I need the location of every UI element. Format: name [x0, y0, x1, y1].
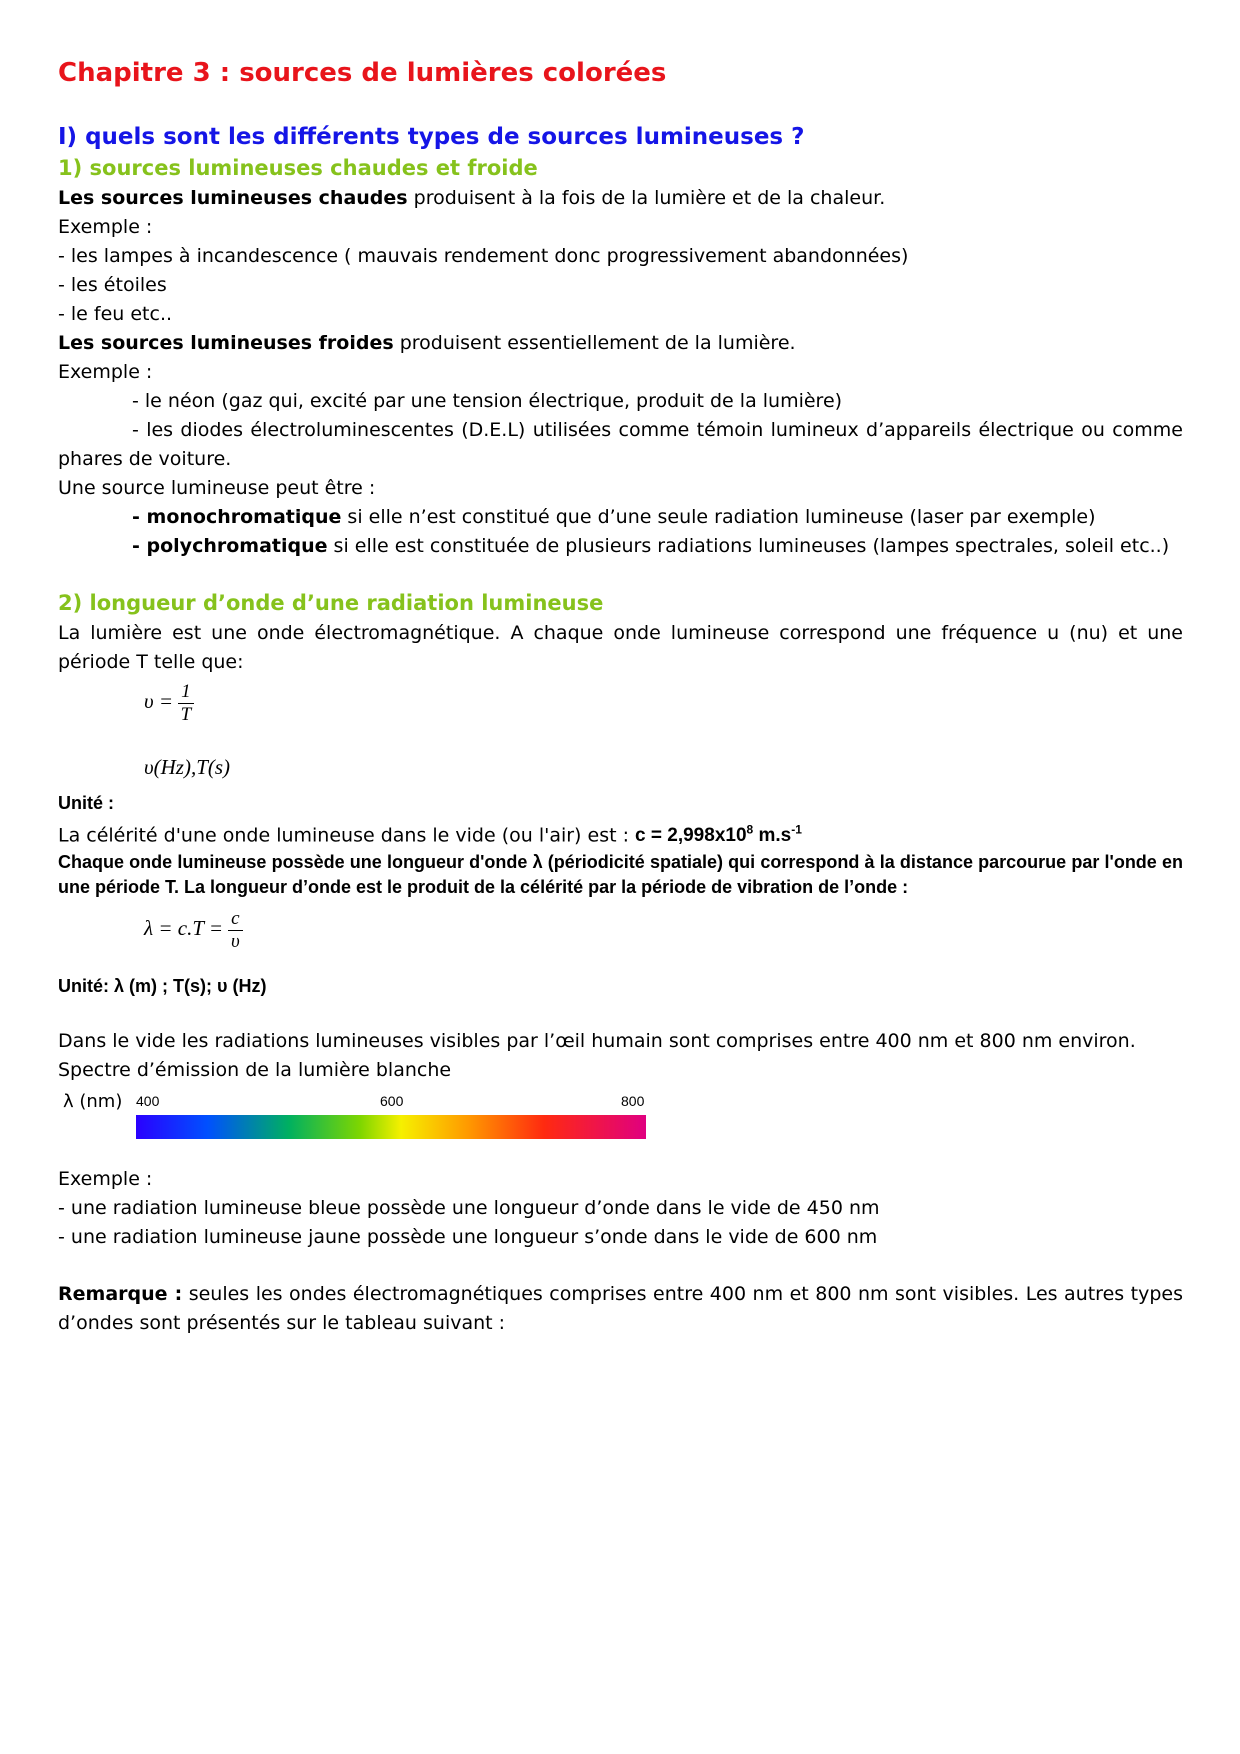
example-label: Exemple : [58, 216, 153, 238]
formula1-fraction [178, 681, 194, 726]
celerity-line [58, 816, 1183, 850]
wave-intro: La lumière est une onde électromagnétique. A chaque onde lumineuse correspond une fréquence u (nu) et une période T telle que: [58, 622, 1183, 673]
list-item: - le feu etc.. [58, 303, 173, 325]
formula2-denominator: υ [231, 931, 240, 953]
example-label: Exemple : [58, 361, 153, 383]
spectrum-tick: 600 [380, 1093, 404, 1110]
poly-term: polychromatique [146, 535, 328, 557]
subsection1-title: 1) sources lumineuses chaudes et froide [58, 156, 538, 180]
formula1-numerator: 1 [178, 681, 194, 704]
poly-dash: - [132, 535, 147, 557]
remark-text: seules les ondes électromagnétiques comprises entre 400 nm et 800 nm sont visibles. Les autres types d’ondes sont présentés sur le tableau suivant : [58, 1283, 1184, 1335]
formula2-lhs: λ = c.T = [144, 916, 224, 941]
visible-spectrum-bar [136, 1115, 646, 1139]
spectrum-tick: 800 [621, 1093, 645, 1110]
celerity-unit: m.s [753, 825, 792, 847]
formula-frequency [58, 681, 1183, 733]
poly-text: si elle est constituée de plusieurs radiations lumineuses (lampes spectrales, soleil etc..) [327, 535, 1170, 557]
section1-title: I) quels sont les différents types de sources lumineuses ? [58, 124, 805, 150]
celerity-unit-exponent: -1 [791, 823, 802, 837]
formula1-lhs: υ = [144, 689, 174, 713]
mono-dash: - [132, 506, 147, 528]
cold-sources-term: Les sources lumineuses froides [58, 332, 394, 354]
list-item: - les étoiles [58, 274, 167, 296]
remark-paragraph [58, 1280, 1183, 1338]
list-item: - une radiation lumineuse bleue possède une longueur d’onde dans le vide de 450 nm [58, 1197, 880, 1220]
celerity-exponent: 8 [746, 823, 754, 837]
subsection2-title: 2) longueur d’onde d’une radiation lumineuse [58, 591, 604, 615]
formula1-denominator: T [180, 704, 192, 725]
hot-sources-paragraph [58, 184, 1183, 213]
cold-sources-paragraph [58, 329, 1183, 358]
cold-sources-text: produisent essentiellement de la lumière. [393, 332, 796, 354]
celerity-value [635, 825, 802, 846]
mono-text: si elle n’est constitué que d’une seule radiation lumineuse (laser par exemple) [341, 506, 1096, 528]
spectrum-axis-label: λ (nm) [63, 1091, 123, 1113]
spectrum-figure [58, 1091, 1183, 1143]
list-item: - les lampes à incandescence ( mauvais rendement donc progressivement abandonnées) [58, 245, 909, 267]
unit-label: Unité : [58, 793, 114, 813]
spectrum-tick: 400 [136, 1093, 160, 1110]
mono-term: monochromatique [146, 506, 342, 528]
celerity-text: La célérité d'une onde lumineuse dans le vide (ou l'air) est : [58, 824, 636, 847]
list-item: - les diodes électroluminescentes (D.E.L) utilisées comme témoin lumineux d’appareils électrique ou comme phares de voiture. [58, 419, 1183, 470]
hot-sources-text: produisent à la fois de la lumière et de la chaleur. [407, 187, 886, 209]
formula-wavelength [58, 908, 1183, 960]
formula2-fraction [228, 908, 242, 953]
formula1-units-text: υ(Hz),T(s) [144, 755, 231, 779]
remark-label: Remarque : [58, 1283, 183, 1306]
chapter-title: Chapitre 3 : sources de lumières colorées [58, 58, 667, 88]
formula2-numerator: c [228, 908, 242, 931]
spectrum-caption: Spectre d’émission de la lumière blanche [58, 1059, 452, 1082]
list-item: - le néon (gaz qui, excité par une tension électrique, produit de la lumière) [132, 390, 843, 412]
wavelength-definition: Chaque onde lumineuse possède une longueur d'onde λ (périodicité spatiale) qui correspond à la distance parcourue par l'onde en une période T. La longueur d’onde est le produit de la célérité par la période de vibration de l’onde : [58, 852, 1183, 898]
mono-item [58, 503, 1183, 532]
formula1-units [58, 755, 1183, 785]
hot-sources-term: Les sources lumineuses chaudes [58, 187, 408, 209]
units-line: Unité: λ (m) ; T(s); υ (Hz) [58, 976, 267, 997]
poly-item [58, 532, 1183, 561]
list-item: - une radiation lumineuse jaune possède une longueur s’onde dans le vide de 600 nm [58, 1226, 878, 1249]
document-page [58, 58, 1183, 1338]
example-label: Exemple : [58, 1168, 153, 1191]
visible-range-text: Dans le vide les radiations lumineuses visibles par l’œil humain sont comprises entre 400 nm et 800 nm environ. [58, 1030, 1136, 1053]
celerity-number: c = 2,998x10 [635, 825, 747, 847]
source-type-intro: Une source lumineuse peut être : [58, 477, 376, 499]
